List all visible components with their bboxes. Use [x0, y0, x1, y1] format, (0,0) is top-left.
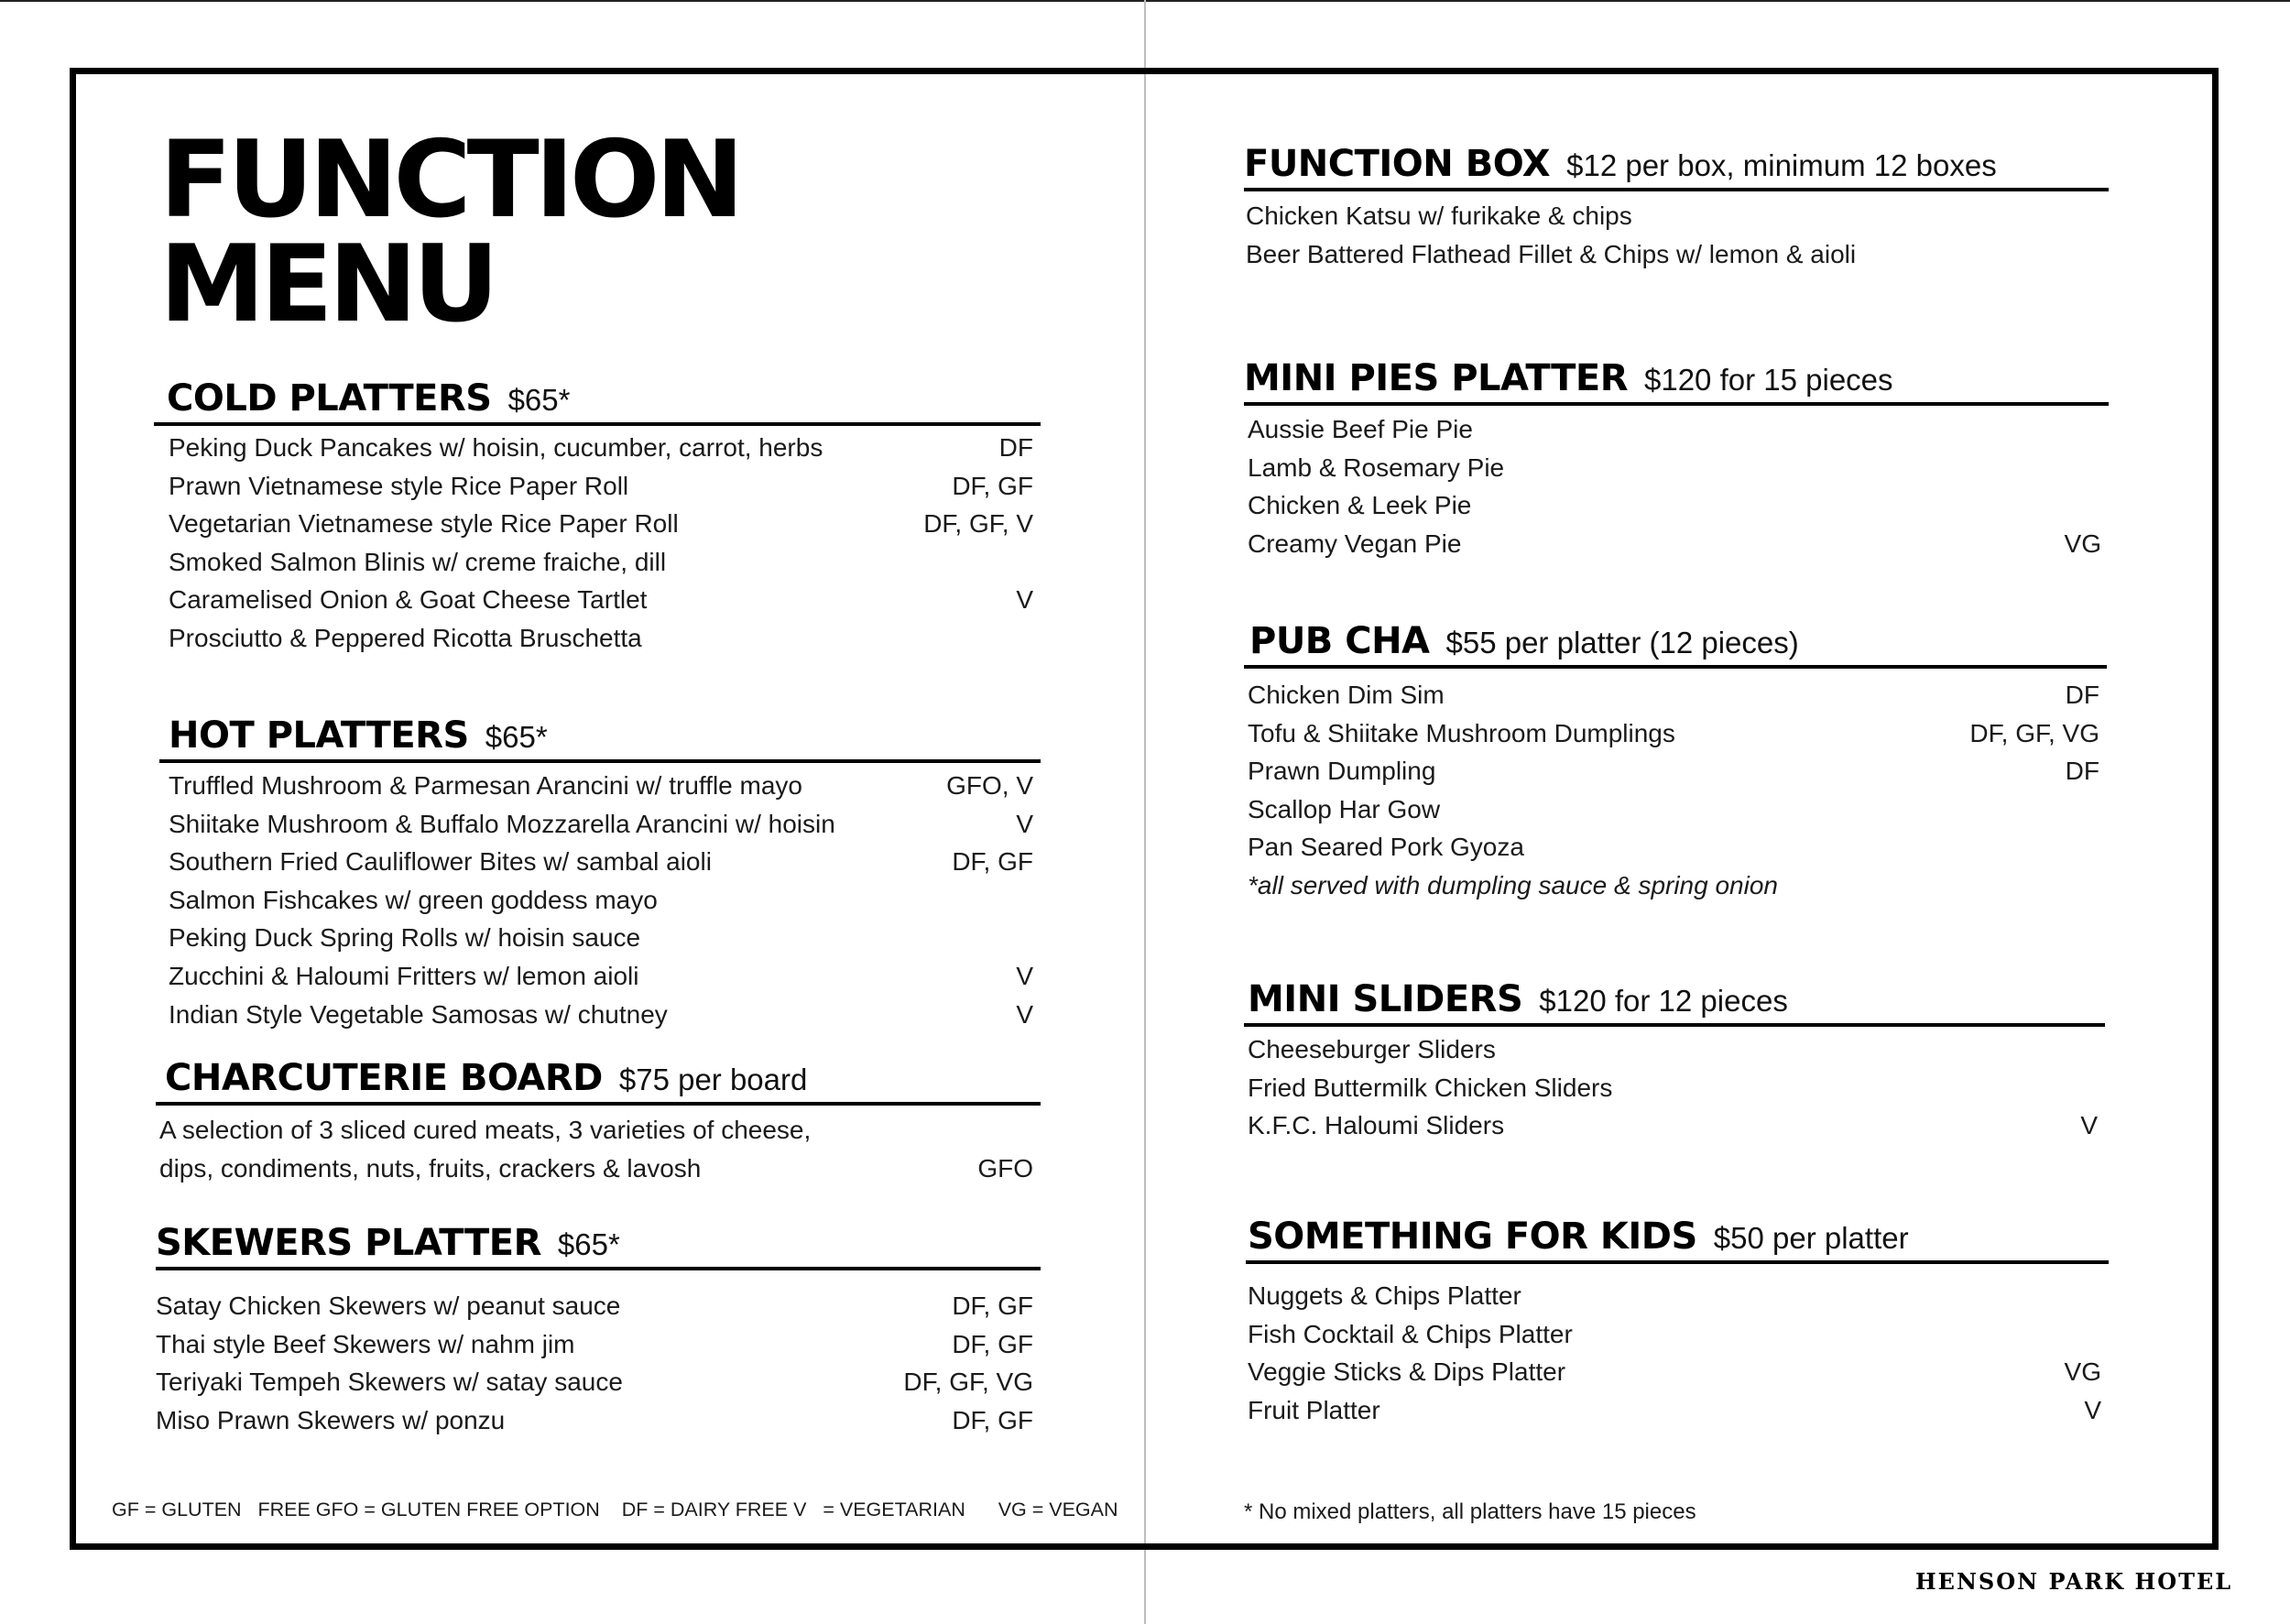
- section-title: FUNCTION BOX: [1244, 143, 1551, 185]
- menu-item-name: Chicken Dim Sim: [1248, 681, 1445, 709]
- dietary-tags: GFO, V: [946, 771, 1033, 800]
- menu-item-name: Chicken & Leek Pie: [1248, 491, 1472, 520]
- menu-item: [169, 805, 1041, 844]
- dietary-tags: [2098, 1069, 2105, 1107]
- menu-item-name: Beer Battered Flathead Fillet & Chips w/ lemon & aioli: [1246, 239, 1857, 268]
- item-list: [1246, 1277, 2109, 1429]
- section-title: CHARCUTERIE BOARD: [165, 1057, 603, 1099]
- menu-item: [156, 1287, 1041, 1325]
- menu-item-name: Teriyaki Tempeh Skewers w/ satay sauce: [156, 1368, 623, 1397]
- menu-item: [1248, 1353, 2109, 1391]
- section-header: [159, 714, 1041, 763]
- menu-item-name: Salmon Fishcakes w/ green goddess mayo: [169, 885, 658, 914]
- section-hot-platters: [159, 714, 1041, 1033]
- dietary-tags: DF, GF: [952, 1405, 1033, 1434]
- section-mini-sliders: [1244, 978, 2105, 1145]
- item-list: [156, 1111, 1041, 1187]
- item-list: [154, 429, 1041, 658]
- dietary-tags: DF, GF: [952, 847, 1033, 877]
- menu-item: [1248, 828, 2107, 866]
- dietary-tags: DF, GF: [952, 471, 1033, 500]
- item-list: [1244, 1030, 2105, 1145]
- menu-item-name: Peking Duck Pancakes w/ hoisin, cucumber, carrot, herbs: [169, 433, 823, 462]
- menu-item: [159, 1150, 1041, 1188]
- section-something-for-kids: [1246, 1215, 2109, 1429]
- dietary-tags: V: [1016, 585, 1033, 615]
- section-header: [156, 1222, 1041, 1270]
- dietary-tags: DF: [998, 433, 1033, 462]
- menu-item-name: Southern Fried Cauliflower Bites w/ sambal aioli: [169, 847, 712, 877]
- section-title: MINI SLIDERS: [1248, 978, 1523, 1020]
- menu-item-name: Smoked Salmon Blinis w/ creme fraiche, dill: [169, 547, 667, 576]
- menu-item: [1248, 449, 2109, 487]
- menu-item-name: Fruit Platter: [1248, 1395, 1380, 1424]
- section-price: $120 for 12 pieces: [1539, 984, 1788, 1018]
- menu-item: [1248, 1030, 2105, 1069]
- menu-item-name: Shiitake Mushroom & Buffalo Mozzarella Arancini w/ hoisin: [169, 809, 835, 838]
- menu-item: [156, 1325, 1041, 1364]
- menu-item: [156, 1363, 1041, 1401]
- section-charcuterie-board: [156, 1057, 1041, 1187]
- dietary-tags: [2098, 1030, 2105, 1069]
- menu-item: [156, 1401, 1041, 1440]
- menu-item: [169, 996, 1041, 1034]
- menu-item: [1248, 1315, 2109, 1354]
- section-title: HOT PLATTERS: [169, 714, 469, 757]
- dietary-tags: V: [1016, 961, 1033, 990]
- item-list: [159, 767, 1041, 1033]
- menu-item: [169, 619, 1041, 658]
- menu-item-name: dips, condiments, nuts, fruits, crackers & lavosh: [159, 1153, 702, 1183]
- menu-item: [1248, 410, 2109, 449]
- menu-item: [1246, 197, 2109, 235]
- dietary-tags: [1033, 619, 1041, 658]
- section-mini-pies-platter: [1244, 357, 2109, 562]
- menu-item: [1246, 235, 2109, 274]
- section-price: $120 for 15 pieces: [1644, 363, 1893, 397]
- section-price: $75 per board: [618, 1063, 808, 1096]
- section-header: [1244, 620, 2107, 669]
- menu-item: [159, 1111, 1041, 1150]
- section-title: COLD PLATTERS: [167, 377, 492, 420]
- platter-footnote: * No mixed platters, all platters have 15 pieces: [1244, 1499, 1696, 1524]
- menu-item: [1248, 486, 2109, 525]
- dietary-tags: V: [1016, 809, 1033, 838]
- menu-item: [1248, 752, 2107, 790]
- menu-item-name: Truffled Mushroom & Parmesan Arancini w/ truffle mayo: [169, 771, 802, 800]
- dietary-tags: [2101, 235, 2109, 274]
- menu-item: [1248, 1069, 2105, 1107]
- menu-title-line-1: FUNCTION: [159, 118, 740, 242]
- section-price: $65*: [485, 720, 548, 754]
- menu-item: [169, 429, 1041, 467]
- menu-item-name: Prawn Dumpling: [1248, 757, 1436, 786]
- section-skewers-platter: [156, 1222, 1041, 1439]
- dietary-tags: DF, GF, V: [923, 509, 1033, 539]
- menu-item-name: Peking Duck Spring Rolls w/ hoisin sauce: [169, 923, 641, 953]
- menu-item-name: Tofu & Shiitake Mushroom Dumplings: [1248, 718, 1675, 747]
- dietary-tags: DF, GF: [952, 1292, 1033, 1320]
- menu-item: [169, 843, 1041, 881]
- menu-item-name: Caramelised Onion & Goat Cheese Tartlet: [169, 585, 648, 615]
- menu-title-line-2: MENU: [159, 222, 495, 346]
- menu-item-name: Zucchini & Haloumi Fritters w/ lemon aioli: [169, 961, 639, 990]
- section-title: SKEWERS PLATTER: [156, 1222, 541, 1264]
- menu-item-name: Indian Style Vegetable Samosas w/ chutney: [169, 999, 668, 1029]
- menu-item-name: Nuggets & Chips Platter: [1248, 1281, 1521, 1310]
- dietary-tags: V: [2084, 1395, 2101, 1424]
- section-header: [1244, 143, 2109, 191]
- section-header: [154, 377, 1041, 426]
- brand-logo: HENSON PARK HOTEL: [1915, 1568, 2233, 1595]
- dietary-tags: DF, GF: [952, 1329, 1033, 1358]
- menu-item-name: Vegetarian Vietnamese style Rice Paper Roll: [169, 509, 679, 539]
- menu-item: [169, 767, 1041, 805]
- section-header: [1244, 357, 2109, 406]
- section-title: MINI PIES PLATTER: [1244, 357, 1628, 399]
- menu-item-name: Fried Buttermilk Chicken Sliders: [1248, 1073, 1613, 1102]
- menu-item: [169, 881, 1041, 920]
- dietary-tags: [1033, 1111, 1041, 1150]
- menu-item-name: Chicken Katsu w/ furikake & chips: [1246, 202, 1632, 230]
- menu-item-name: Aussie Beef Pie Pie: [1248, 415, 1473, 443]
- menu-item-name: Thai style Beef Skewers w/ nahm jim: [156, 1329, 575, 1358]
- item-list: [1244, 676, 2107, 866]
- section-header: [1244, 978, 2105, 1027]
- dietary-tags: [1033, 543, 1041, 582]
- menu-item-name: Prosciutto & Peppered Ricotta Bruschetta: [169, 623, 642, 652]
- item-list: [1244, 197, 2109, 273]
- menu-item: [1248, 1391, 2109, 1430]
- dietary-tags: DF: [2065, 681, 2099, 709]
- dietary-tags: VG: [2064, 1357, 2101, 1387]
- menu-item: [1248, 1106, 2105, 1145]
- dietary-tags: DF: [2065, 757, 2099, 786]
- menu-item-name: Miso Prawn Skewers w/ ponzu: [156, 1405, 506, 1434]
- menu-item: [169, 581, 1041, 619]
- dietary-tags: [2099, 828, 2107, 866]
- menu-item: [169, 467, 1041, 506]
- dietary-tags: VG: [2064, 529, 2101, 558]
- menu-item: [169, 957, 1041, 996]
- section-header: [1246, 1215, 2109, 1264]
- section-header: [156, 1057, 1041, 1106]
- menu-item-name: Scallop Har Gow: [1248, 794, 1441, 823]
- menu-item-name: K.F.C. Haloumi Sliders: [1248, 1111, 1505, 1140]
- section-price: $55 per platter (12 pieces): [1445, 626, 1799, 659]
- section-pub-cha: [1244, 620, 2107, 905]
- dietary-tags: [2101, 1315, 2109, 1354]
- dietary-tags: V: [2080, 1111, 2098, 1140]
- pub-cha-note: *all served with dumpling sauce & spring onion: [1248, 870, 1778, 899]
- menu-item-name: Prawn Vietnamese style Rice Paper Roll: [169, 471, 629, 500]
- dietary-tags: [2101, 197, 2109, 235]
- dietary-tags: [2099, 790, 2107, 829]
- section-cold-platters: [154, 377, 1041, 658]
- dietary-legend: GF = GLUTEN FREE GFO = GLUTEN FREE OPTION DF = DAIRY FREE V = VEGETARIAN VG = VEGAN: [112, 1499, 1118, 1520]
- menu-item-name: Cheeseburger Sliders: [1248, 1035, 1496, 1063]
- menu-item: [169, 505, 1041, 543]
- menu-title: [159, 118, 740, 346]
- menu-item-name: Pan Seared Pork Gyoza: [1248, 833, 1524, 862]
- menu-item-name: Creamy Vegan Pie: [1248, 529, 1462, 558]
- section-title: PUB CHA: [1249, 620, 1430, 662]
- menu-item-name: Veggie Sticks & Dips Platter: [1248, 1357, 1566, 1387]
- menu-item: [169, 543, 1041, 582]
- menu-item: [169, 919, 1041, 957]
- dietary-tags: [2101, 449, 2109, 487]
- dietary-tags: DF, GF, VG: [903, 1368, 1033, 1397]
- item-list: [1244, 410, 2109, 562]
- section-function-box: [1244, 143, 2109, 273]
- menu-item: [1248, 676, 2107, 714]
- dietary-tags: V: [1016, 999, 1033, 1029]
- menu-item-name: Lamb & Rosemary Pie: [1248, 452, 1505, 482]
- item-list: [156, 1287, 1041, 1439]
- menu-item-name: A selection of 3 sliced cured meats, 3 varieties of cheese,: [159, 1116, 812, 1144]
- section-price: $12 per box, minimum 12 boxes: [1566, 148, 1997, 182]
- dietary-tags: [1033, 881, 1041, 920]
- section-title: SOMETHING FOR KIDS: [1248, 1215, 1697, 1258]
- dietary-tags: [1033, 919, 1041, 957]
- section-price: $50 per platter: [1713, 1221, 1909, 1255]
- menu-item-name: Satay Chicken Skewers w/ peanut sauce: [156, 1292, 621, 1320]
- menu-item: [1248, 525, 2109, 563]
- dietary-tags: GFO: [977, 1153, 1033, 1183]
- dietary-tags: [2101, 410, 2109, 449]
- section-price: $65*: [557, 1227, 620, 1261]
- dietary-tags: DF, GF, VG: [1969, 718, 2099, 747]
- section-price: $65*: [507, 383, 571, 417]
- dietary-tags: [2101, 486, 2109, 525]
- menu-item: [1248, 790, 2107, 829]
- menu-item-name: Fish Cocktail & Chips Platter: [1248, 1319, 1573, 1348]
- menu-item: [1248, 714, 2107, 753]
- dietary-tags: [2101, 1277, 2109, 1315]
- menu-item: [1248, 1277, 2109, 1315]
